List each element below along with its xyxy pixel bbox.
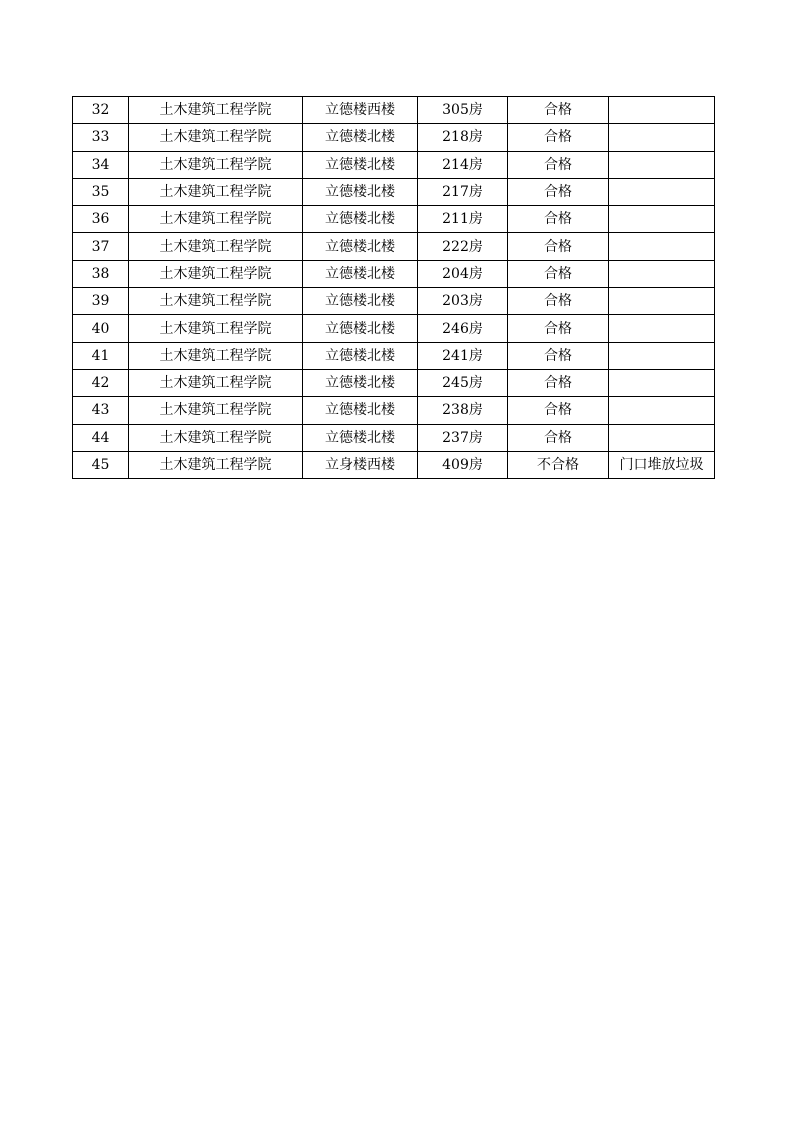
result-cell: 合格 [508,124,609,151]
result-cell: 合格 [508,206,609,233]
table-row [73,288,715,315]
room-cell: 203房 [418,288,508,315]
college-cell: 土木建筑工程学院 [129,342,303,369]
building-cell: 立德楼北楼 [303,288,418,315]
college-cell: 土木建筑工程学院 [129,288,303,315]
remark-cell: 门口堆放垃圾 [609,451,715,478]
row-number-cell: 33 [73,124,129,151]
result-cell: 不合格 [508,451,609,478]
room-cell: 222房 [418,233,508,260]
remark-cell [609,233,715,260]
room-cell: 238房 [418,397,508,424]
inspection-table-body [73,97,715,479]
remark-cell [609,151,715,178]
result-cell: 合格 [508,315,609,342]
inspection-table-section [72,96,715,479]
room-cell: 246房 [418,315,508,342]
row-number-cell: 32 [73,97,129,124]
building-cell: 立德楼北楼 [303,424,418,451]
row-number-cell: 45 [73,451,129,478]
college-cell: 土木建筑工程学院 [129,397,303,424]
row-number-cell: 37 [73,233,129,260]
table-row [73,342,715,369]
row-number-cell: 39 [73,288,129,315]
building-cell: 立德楼北楼 [303,233,418,260]
building-cell: 立德楼北楼 [303,369,418,396]
result-cell: 合格 [508,178,609,205]
building-cell: 立德楼北楼 [303,397,418,424]
college-cell: 土木建筑工程学院 [129,451,303,478]
result-cell: 合格 [508,369,609,396]
table-row [73,151,715,178]
room-cell: 211房 [418,206,508,233]
remark-cell [609,97,715,124]
table-row [73,206,715,233]
result-cell: 合格 [508,424,609,451]
college-cell: 土木建筑工程学院 [129,97,303,124]
college-cell: 土木建筑工程学院 [129,206,303,233]
remark-cell [609,342,715,369]
result-cell: 合格 [508,97,609,124]
inspection-table [72,96,715,479]
building-cell: 立德楼北楼 [303,342,418,369]
row-number-cell: 40 [73,315,129,342]
building-cell: 立身楼西楼 [303,451,418,478]
remark-cell [609,315,715,342]
college-cell: 土木建筑工程学院 [129,424,303,451]
row-number-cell: 42 [73,369,129,396]
result-cell: 合格 [508,260,609,287]
building-cell: 立德楼北楼 [303,124,418,151]
row-number-cell: 44 [73,424,129,451]
college-cell: 土木建筑工程学院 [129,151,303,178]
room-cell: 217房 [418,178,508,205]
building-cell: 立德楼北楼 [303,315,418,342]
remark-cell [609,260,715,287]
remark-cell [609,397,715,424]
row-number-cell: 41 [73,342,129,369]
table-row [73,315,715,342]
remark-cell [609,178,715,205]
result-cell: 合格 [508,151,609,178]
room-cell: 237房 [418,424,508,451]
remark-cell [609,206,715,233]
remark-cell [609,288,715,315]
room-cell: 204房 [418,260,508,287]
room-cell: 241房 [418,342,508,369]
table-row [73,97,715,124]
table-row [73,424,715,451]
room-cell: 245房 [418,369,508,396]
table-row [73,260,715,287]
table-row [73,124,715,151]
table-row [73,233,715,260]
college-cell: 土木建筑工程学院 [129,233,303,260]
room-cell: 305房 [418,97,508,124]
result-cell: 合格 [508,397,609,424]
result-cell: 合格 [508,288,609,315]
remark-cell [609,124,715,151]
college-cell: 土木建筑工程学院 [129,124,303,151]
row-number-cell: 34 [73,151,129,178]
building-cell: 立德楼北楼 [303,151,418,178]
table-row [73,451,715,478]
building-cell: 立德楼北楼 [303,206,418,233]
row-number-cell: 36 [73,206,129,233]
room-cell: 214房 [418,151,508,178]
remark-cell [609,424,715,451]
remark-cell [609,369,715,396]
building-cell: 立德楼北楼 [303,178,418,205]
room-cell: 409房 [418,451,508,478]
college-cell: 土木建筑工程学院 [129,315,303,342]
building-cell: 立德楼北楼 [303,260,418,287]
room-cell: 218房 [418,124,508,151]
row-number-cell: 35 [73,178,129,205]
college-cell: 土木建筑工程学院 [129,369,303,396]
table-row [73,397,715,424]
row-number-cell: 43 [73,397,129,424]
result-cell: 合格 [508,233,609,260]
building-cell: 立德楼西楼 [303,97,418,124]
college-cell: 土木建筑工程学院 [129,178,303,205]
college-cell: 土木建筑工程学院 [129,260,303,287]
table-row [73,178,715,205]
row-number-cell: 38 [73,260,129,287]
table-row [73,369,715,396]
result-cell: 合格 [508,342,609,369]
